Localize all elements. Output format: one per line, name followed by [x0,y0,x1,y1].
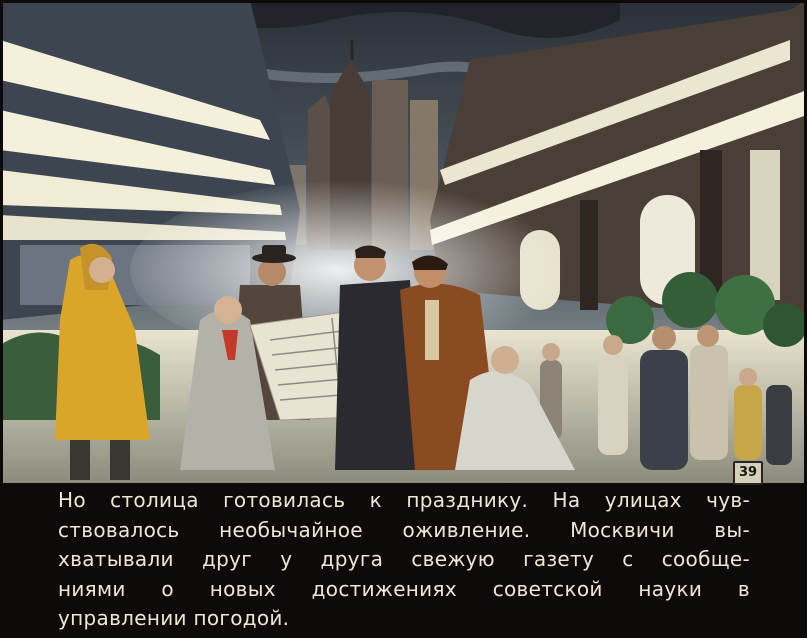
caption [58,486,750,634]
caption-line: хватывали друг у друга свежую газету с сообще- [58,547,750,571]
caption-line: Но столица готовилась к празднику. На улицах чув- [58,488,750,512]
caption-line: управлении погодой. [58,606,290,630]
frame-number-badge: 39 [733,461,763,485]
caption-line: ниями о новых достижениях советской науки в [58,576,750,601]
caption-line: ствовалось необычайное оживление. Москвичи вы- [58,517,750,542]
